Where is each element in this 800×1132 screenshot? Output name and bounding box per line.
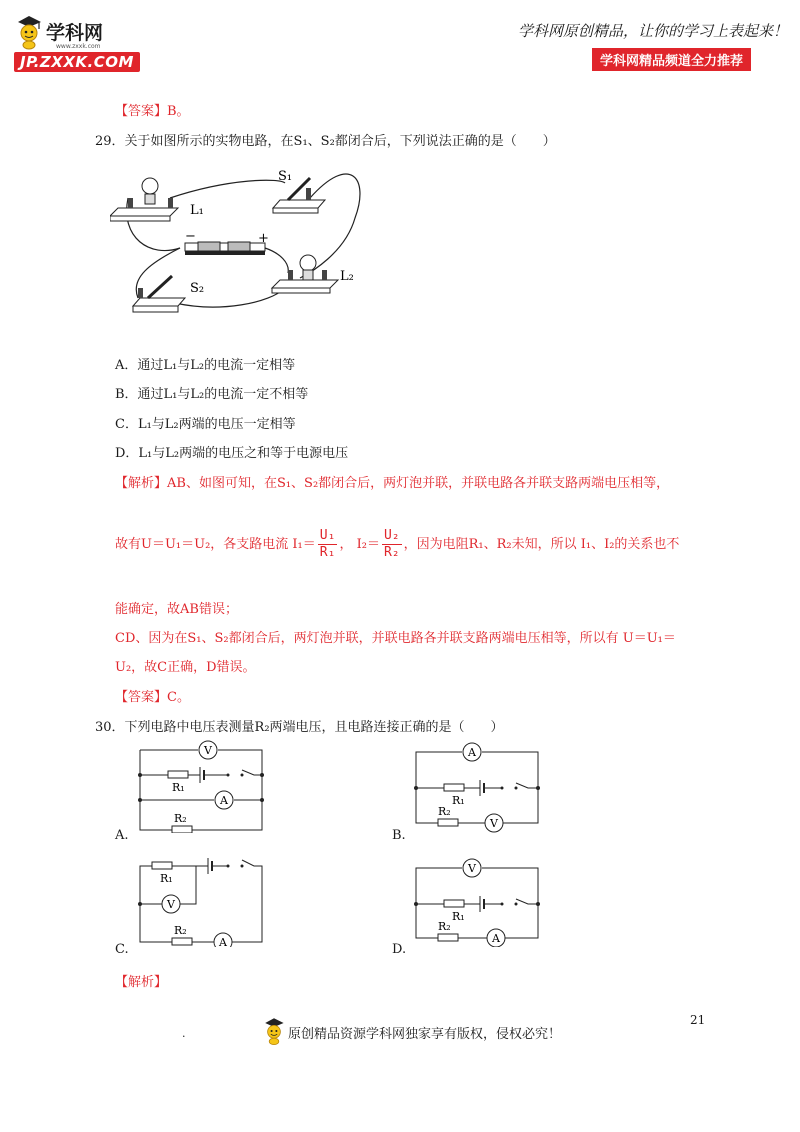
q29-option-d: D．L₁与L₂两端的电压之和等于电源电压	[115, 446, 349, 461]
q28-answer: 【答案】B。	[115, 104, 190, 119]
header-slogan: 学科网原创精品，让你的学习上表起来！	[518, 22, 789, 40]
label-s2: S₂	[190, 281, 205, 296]
fraction-u1-r1: $\frac{\text{U₁}}{\text{R₁}}$	[319, 528, 336, 560]
q30-circuit-a	[138, 738, 268, 833]
page-number: 21	[690, 1013, 706, 1027]
q30-option-d: D.	[392, 942, 407, 957]
q29-analysis-line-4: CD、因为在S₁、S₂都闭合后，两灯泡并联，并联电路各并联支路两端电压相等，所以有 U＝U₁＝	[115, 631, 676, 646]
q30-analysis: 【解析】	[115, 975, 168, 990]
q29-circuit-figure	[110, 158, 370, 328]
q30-question: 30．下列电路中电压表测量R₂两端电压，且电路连接正确的是（ ）	[95, 720, 504, 735]
svg-text:R₂: R₂	[438, 920, 451, 933]
q29-analysis-line-5: U₂，故C正确，D错误。	[115, 660, 256, 675]
q29-option-a: A．通过L₁与L₂的电流一定相等	[115, 358, 296, 373]
logo-title: 学科网	[46, 22, 104, 44]
svg-text:R₁: R₁	[452, 794, 465, 807]
q29-analysis-line-2: 故有U＝U₁＝U₂，各支路电流 I₁＝ $\frac{\text{U₁}}{\text{R₁}}$ ， I₂＝ $\frac{\text{U₂}}{\text{R₂}}$ ，因为电阻R₁、R₂未知，所以 I₁、I₂的关系也不	[115, 528, 680, 560]
meter-v: V	[204, 744, 212, 757]
label-r2: R₂	[174, 812, 187, 825]
svg-text:A: A	[492, 932, 500, 945]
q29-question: 29．关于如图所示的实物电路，在S₁、S₂都闭合后，下列说法正确的是（ ）	[95, 134, 556, 149]
q30-circuit-d	[414, 852, 544, 947]
meter-a: A	[220, 794, 228, 807]
svg-text:V: V	[167, 898, 175, 911]
footer-copyright: 原创精品资源学科网独家享有版权，侵权必究！	[288, 1027, 562, 1042]
q29-analysis-line-1: 【解析】AB、如图可知，在S₁、S₂都闭合后，两灯泡并联，并联电路各并联支路两端电压相等，	[115, 476, 670, 491]
label-s1: S₁	[278, 169, 293, 184]
q29-option-c: C．L₁与L₂两端的电压一定相等	[115, 417, 296, 432]
label-l2: L₂	[340, 269, 354, 284]
fraction-u2-r2: $\frac{\text{U₂}}{\text{R₂}}$	[383, 528, 400, 560]
label-minus: −	[185, 229, 196, 244]
q30-option-c: C.	[115, 942, 129, 957]
label-plus: +	[258, 231, 269, 246]
svg-text:V: V	[490, 817, 498, 830]
q29-analysis-line-3: 能确定，故AB错误；	[115, 602, 238, 617]
q30-option-b: B.	[392, 828, 406, 843]
q30-circuit-c	[138, 852, 268, 947]
svg-text:V: V	[468, 862, 476, 875]
analysis-text: 故有U＝U₁＝U₂，各支路电流 I₁＝	[115, 537, 316, 552]
q30-circuit-b	[414, 738, 544, 833]
header-recommend-banner: 学科网精品频道全力推荐	[592, 48, 751, 71]
svg-text:R₁: R₁	[452, 910, 465, 923]
q29-option-b: B．通过L₁与L₂的电流一定不相等	[115, 387, 309, 402]
svg-text:R₁: R₁	[160, 872, 173, 885]
label-r1: R₁	[172, 781, 185, 794]
q29-answer: 【答案】C。	[115, 690, 190, 705]
label-l1: L₁	[190, 203, 204, 218]
q30-option-a: A.	[115, 828, 129, 843]
svg-text:R₂: R₂	[174, 924, 187, 937]
logo-url: www.zxxk.com	[56, 43, 101, 50]
mascot-logo-icon	[14, 14, 44, 50]
header	[0, 0, 800, 80]
svg-text:A: A	[468, 746, 476, 759]
svg-text:A: A	[219, 936, 227, 947]
footer-mascot-icon	[262, 1016, 286, 1046]
svg-text:R₂: R₂	[438, 805, 451, 818]
footer-dot: .	[182, 1027, 186, 1040]
site-badge: JP.ZXXK.COM	[14, 52, 140, 72]
